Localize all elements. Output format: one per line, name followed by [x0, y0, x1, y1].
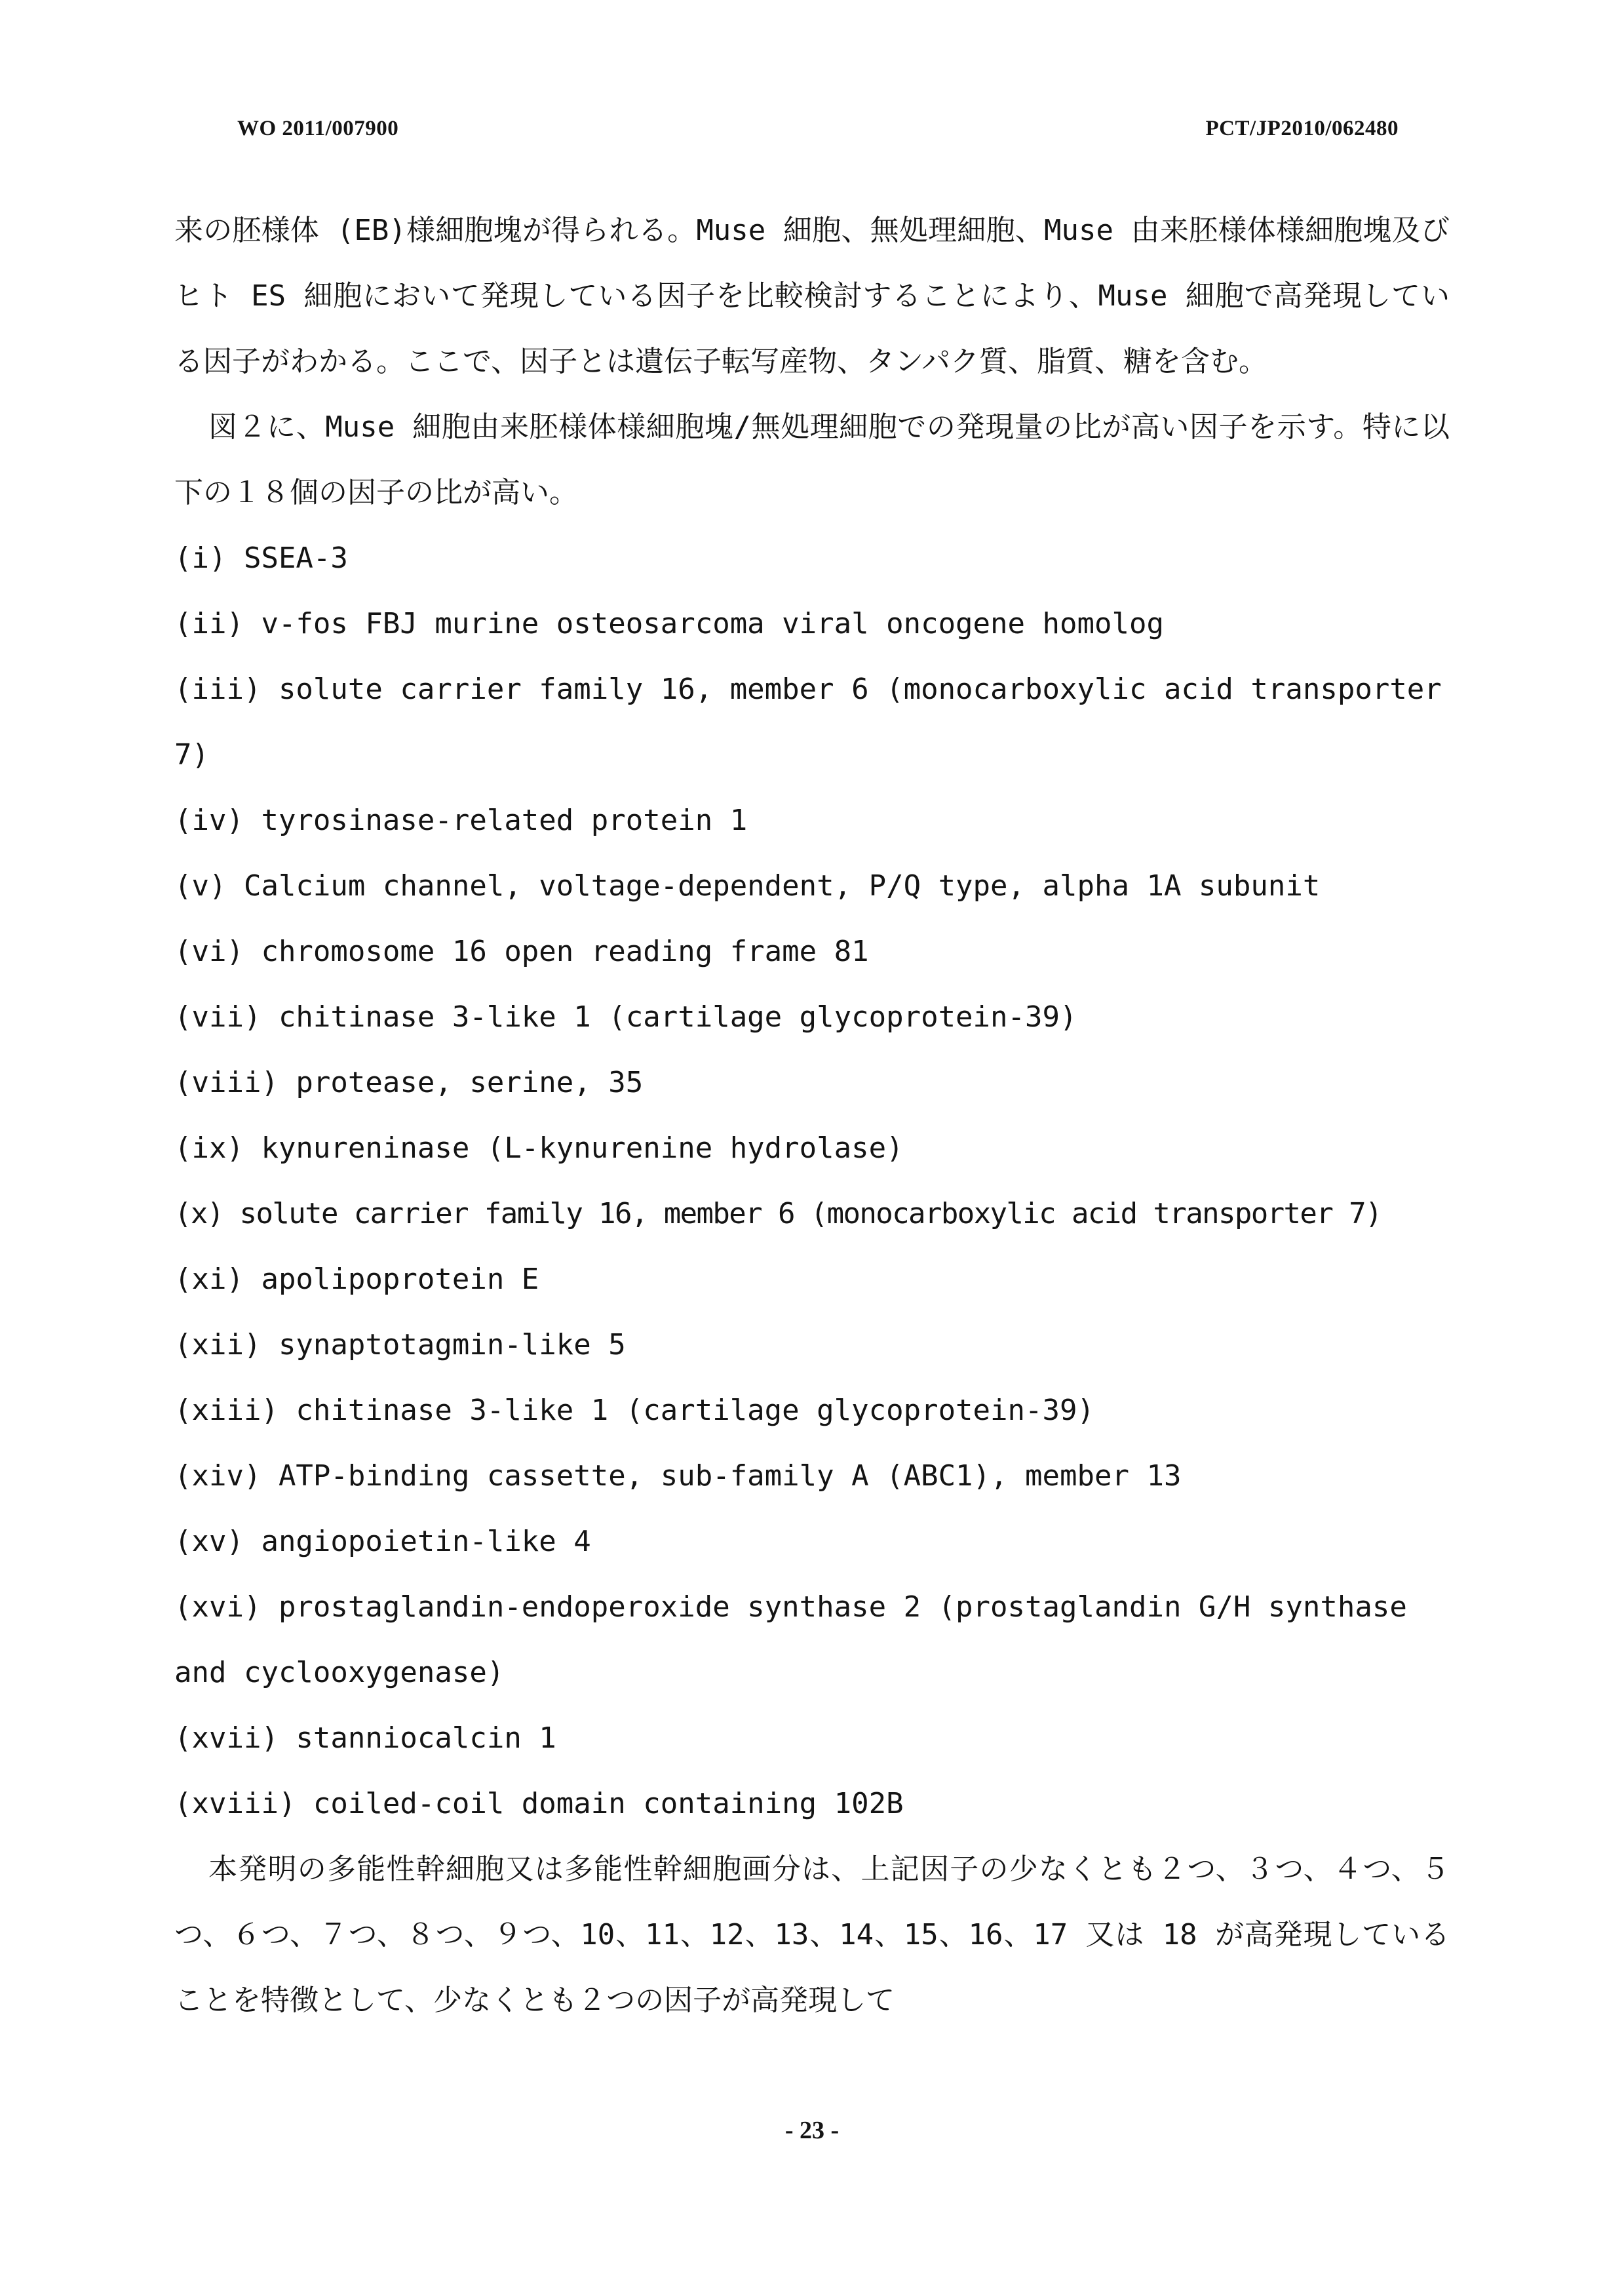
publication-number: WO 2011/007900: [237, 117, 399, 140]
list-item: (v) Calcium channel, voltage-dependent, P/Q type, alpha 1A subunit: [174, 869, 1321, 903]
list-item: (iv) tyrosinase-related protein 1: [174, 804, 748, 837]
paragraph-continuation: 来の胚様体 (EB)様細胞塊が得られる。Muse 細胞、無処理細胞、Muse 由来胚様体様細胞塊及びヒト ES 細胞において発現している因子を比較検討することにより、Muse 細胞で高発現している因子がわかる。ここで、因子とは遺伝子転写産物、タンパク質、脂質、糖を含む。: [174, 214, 1450, 378]
application-number: PCT/JP2010/062480: [1205, 117, 1399, 140]
document-body: [174, 198, 1450, 2033]
list-item: (vii) chitinase 3-like 1 (cartilage glycoprotein-39): [174, 1000, 1077, 1034]
list-item: (xvii) stanniocalcin 1: [174, 1721, 556, 1755]
list-item: (vi) chromosome 16 open reading frame 81: [174, 935, 869, 968]
list-item: (iii) solute carrier family 16, member 6 (monocarboxylic acid transporter 7): [174, 673, 1442, 772]
list-item: (ii) v-fos FBJ murine osteosarcoma viral oncogene homolog: [174, 607, 1164, 640]
list-item: (xvi) prostaglandin-endoperoxide synthase 2 (prostaglandin G/H synthase and cyclooxygenase): [174, 1590, 1407, 1689]
list-item: (x) solute carrier family 16, member 6 (monocarboxylic acid transporter 7): [174, 1197, 1382, 1230]
list-item: (xv) angiopoietin-like 4: [174, 1525, 591, 1558]
list-item: (xiv) ATP-binding cassette, sub-family A (ABC1), member 13: [174, 1459, 1182, 1493]
list-item: (xi) apolipoprotein E: [174, 1263, 539, 1296]
page-number: - 23 -: [784, 2117, 840, 2144]
list-item: (xviii) coiled-coil domain containing 102B: [174, 1787, 904, 1820]
list-item: (xii) synaptotagmin-like 5: [174, 1328, 626, 1362]
list-item: (xiii) chitinase 3-like 1 (cartilage glycoprotein-39): [174, 1394, 1094, 1427]
factor-list: [174, 526, 1450, 1837]
paragraph-claims: 本発明の多能性幹細胞又は多能性幹細胞画分は、上記因子の少なくとも２つ、３つ、４つ、５つ、６つ、７つ、８つ、９つ、10、11、12、13、14、15、16、17 又は 18 が高発現していることを特徴として、少なくとも２つの因子が高発現して: [174, 1852, 1450, 2017]
list-item: (viii) protease, serine, 35: [174, 1066, 644, 1099]
paragraph-figure-2: 図２に、Muse 細胞由来胚様体様細胞塊/無処理細胞での発現量の比が高い因子を示す。特に以下の１８個の因子の比が高い。: [174, 410, 1450, 509]
list-item: (i) SSEA-3: [174, 541, 348, 575]
list-item: (ix) kynureninase (L-kynurenine hydrolase): [174, 1131, 904, 1165]
